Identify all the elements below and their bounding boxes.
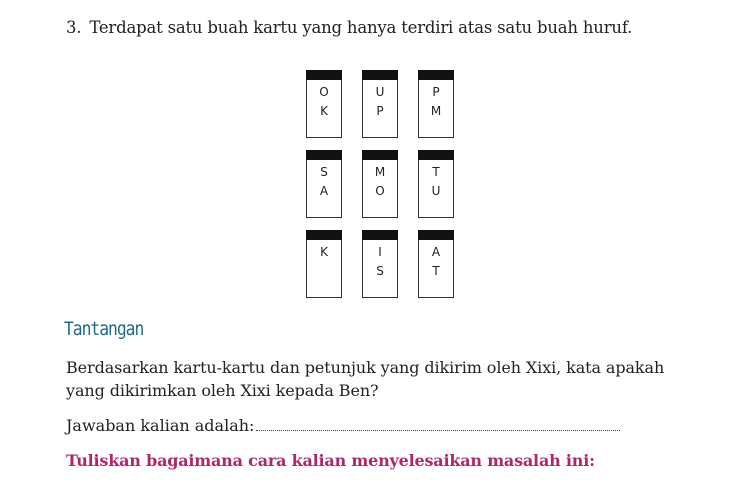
section-heading: Tantangan [64,318,144,340]
card-letter-bottom: A [319,184,329,198]
card-9 [418,230,454,298]
card-header-bar [306,230,342,240]
card-letter-bottom: O [375,184,385,198]
card-letter-bottom: M [430,104,442,118]
card-letter-top: S [320,165,328,179]
card-header-bar [362,70,398,80]
answer-blank[interactable] [256,427,620,431]
card-4 [306,150,342,218]
card-header-bar [306,150,342,160]
card-grid [306,70,456,298]
card-6 [418,150,454,218]
challenge-paragraph: Berdasarkan kartu-kartu dan petunjuk yang dikirim oleh Xixi, kata apakah yang dikirimkan oleh Xixi kepada Ben? [66,358,665,400]
card-7 [306,230,342,298]
card-letter-bottom: K [320,104,328,118]
card-letter-bottom: P [376,104,384,118]
card-8 [362,230,398,298]
instruction-text: Tuliskan bagaimana cara kalian menyelesaikan masalah ini: [66,451,595,470]
card-header-bar [418,70,454,80]
card-3 [418,70,454,138]
card-header-bar [418,150,454,160]
card-letter-top: K [320,245,328,259]
question-text: Terdapat satu buah kartu yang hanya terdiri atas satu buah huruf. [89,18,633,37]
card-header-bar [418,230,454,240]
card-letter-top: U [375,85,385,99]
card-letter-bottom: U [431,184,441,198]
card-letter-top: M [374,165,386,179]
card-2 [362,70,398,138]
card-letter-top: O [319,85,329,99]
card-letter-bottom: S [376,264,384,278]
question-number: 3. [66,18,82,37]
card-letter-bottom: T [432,264,440,278]
card-header-bar [362,230,398,240]
card-header-bar [306,70,342,80]
card-letter-top: I [378,245,382,259]
answer-line [66,416,620,435]
answer-label: Jawaban kalian adalah: [66,416,255,435]
card-header-bar [362,150,398,160]
card-5 [362,150,398,218]
card-letter-top: P [432,85,440,99]
card-letter-top: T [432,165,440,179]
card-letter-top: A [431,245,441,259]
question-3 [66,18,632,37]
card-1 [306,70,342,138]
